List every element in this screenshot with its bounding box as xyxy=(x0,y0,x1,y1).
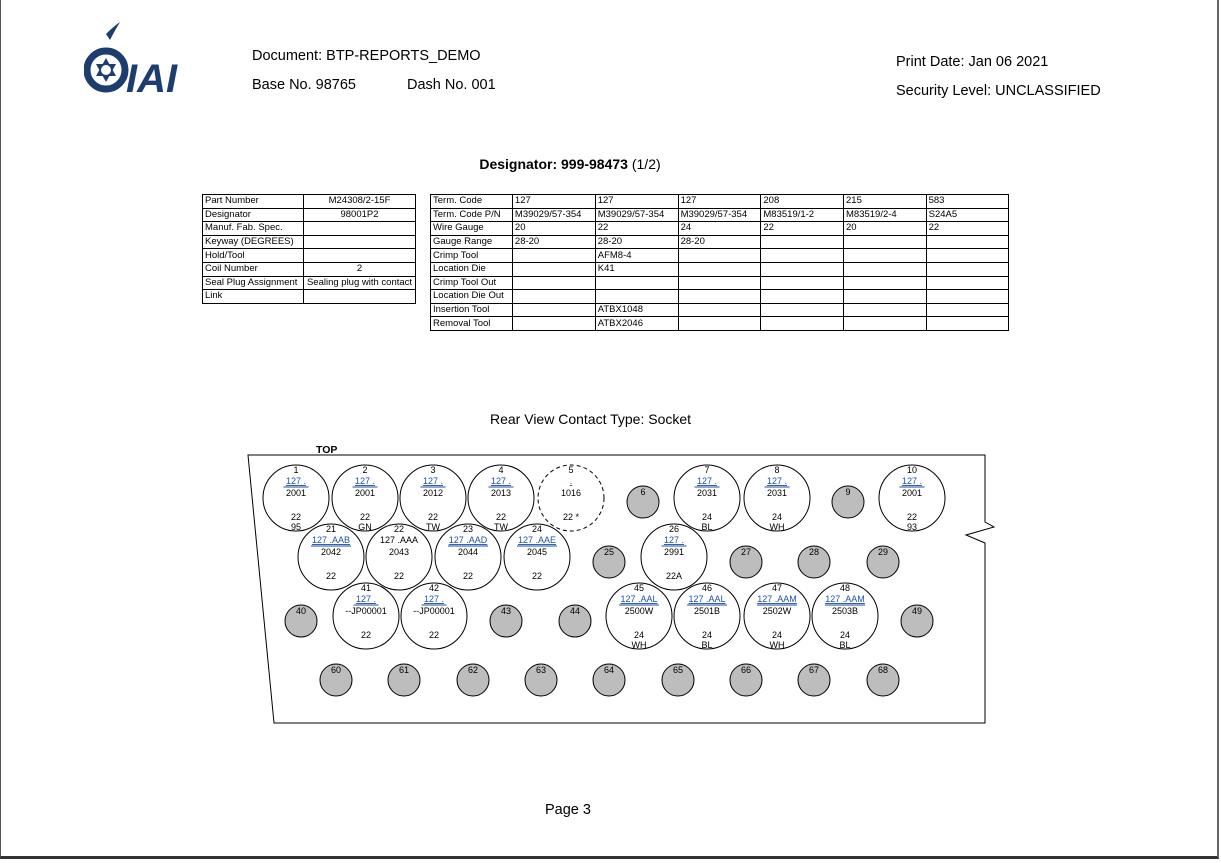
contact-wire-number: 2500W xyxy=(624,606,654,616)
designator-title-label: Designator: 999-98473 xyxy=(479,156,628,172)
contact-wire-number: 2001 xyxy=(285,488,307,498)
contact-term-code: 127 .AAL xyxy=(688,594,726,604)
contact-number: 2 xyxy=(362,465,368,475)
contact-number: 27 xyxy=(740,547,752,557)
term-table-label: Wire Gauge xyxy=(431,222,513,236)
part-table-label: Seal Plug Assignment xyxy=(203,276,304,290)
term-table-cell: 22 xyxy=(761,222,844,236)
term-table-cell: 22 xyxy=(926,222,1008,236)
dash-number: Dash No. 001 xyxy=(407,77,496,93)
part-table-label: Coil Number xyxy=(203,262,304,276)
contact-wire-gauge: 22 xyxy=(531,571,543,581)
contact-wire-number: 1016 xyxy=(560,488,582,498)
document-name: Document: BTP-REPORTS_DEMO xyxy=(252,48,481,64)
contact-number: 46 xyxy=(701,583,713,593)
contact-number: 45 xyxy=(633,583,645,593)
contact-wire-gauge: 22 xyxy=(427,512,439,522)
contact-wire-gauge: 24 xyxy=(701,512,713,522)
contact-wire-color: WH xyxy=(769,640,785,650)
contact-term-code: 127 . xyxy=(696,476,718,486)
contact-term-code: 127 .AAA xyxy=(379,535,419,545)
term-table-cell: 127 xyxy=(678,195,761,209)
term-table-cell: M39029/57-354 xyxy=(678,208,761,222)
contact-wire-color: BL xyxy=(701,522,713,532)
term-table-cell: 22 xyxy=(595,222,678,236)
contact-number: 10 xyxy=(906,465,918,475)
contact-wire-gauge: 24 xyxy=(633,630,645,640)
contact-wire-color: TW xyxy=(494,522,508,532)
part-table-label: Part Number xyxy=(203,195,304,209)
contact-number: 7 xyxy=(704,465,710,475)
part-table-value: 2 xyxy=(304,262,416,276)
contact-wire-number: 2501B xyxy=(693,606,721,616)
contact-wire-number: 2991 xyxy=(663,547,685,557)
part-table-label: Manuf. Fab. Spec. xyxy=(203,222,304,236)
contact-term-code: 127 .AAM xyxy=(757,594,797,604)
term-table-cell: M83519/2-4 xyxy=(844,208,927,222)
contact-wire-number: --JP00001 xyxy=(345,606,387,616)
contact-number: 28 xyxy=(808,547,820,557)
term-table-cell: 28-20 xyxy=(678,235,761,249)
part-table-value: 98001P2 xyxy=(304,208,416,222)
term-table-label: Location Die Out xyxy=(431,290,513,304)
term-table-cell: 20 xyxy=(512,222,595,236)
designator-title-suffix: (1/2) xyxy=(627,156,661,172)
contact-number: 6 xyxy=(640,487,646,497)
term-table-cell: 28-20 xyxy=(512,235,595,249)
contact-wire-number: 2043 xyxy=(388,547,410,557)
contact-number: 26 xyxy=(668,524,680,534)
contact-wire-number: 2045 xyxy=(526,547,548,557)
term-table-cell: ATBX2046 xyxy=(595,317,678,331)
contact-term-code: . xyxy=(569,476,573,486)
contact-wire-color: TW xyxy=(426,522,440,532)
security-level: Security Level: UNCLASSIFIED xyxy=(896,83,1101,99)
contact-wire-color: 95 xyxy=(290,522,302,532)
contact-number: 24 xyxy=(531,524,543,534)
contact-number: 68 xyxy=(877,665,889,675)
contact-wire-gauge: 22 xyxy=(906,512,918,522)
contact-number: 44 xyxy=(569,606,581,616)
contact-number: 9 xyxy=(845,487,851,497)
term-table-label: Removal Tool xyxy=(431,317,513,331)
contact-term-code: 127 . xyxy=(285,476,307,486)
print-date: Print Date: Jan 06 2021 xyxy=(896,54,1049,70)
rear-view-title: Rear View Contact Type: Socket xyxy=(490,411,692,427)
contact-term-code: 127 .AAB xyxy=(311,535,351,545)
term-table-label: Location Die xyxy=(431,262,513,276)
term-table-cell: ATBX1048 xyxy=(595,303,678,317)
term-table-cell: 127 xyxy=(595,195,678,209)
contact-wire-number: 2012 xyxy=(422,488,444,498)
contact-number: 42 xyxy=(428,583,440,593)
contact-number: 5 xyxy=(568,465,574,475)
part-table-label: Designator xyxy=(203,208,304,222)
term-table-label: Crimp Tool xyxy=(431,249,513,263)
contact-term-code: 127 .AAD xyxy=(448,535,488,545)
contact-number: 3 xyxy=(430,465,436,475)
term-table-cell: 127 xyxy=(512,195,595,209)
contact-wire-number: 2013 xyxy=(490,488,512,498)
term-table-label: Term. Code P/N xyxy=(431,208,513,222)
contact-number: 66 xyxy=(740,665,752,675)
term-table-cell: 28-20 xyxy=(595,235,678,249)
contact-wire-gauge: 22 xyxy=(428,630,440,640)
contact-number: 43 xyxy=(500,606,512,616)
contact-term-code: 127 . xyxy=(663,535,685,545)
base-number: Base No. 98765 xyxy=(252,77,356,93)
contact-term-code: 127 . xyxy=(354,476,376,486)
contact-term-code: 127 . xyxy=(766,476,788,486)
contact-number: 22 xyxy=(393,524,405,534)
contact-term-code: 127 . xyxy=(490,476,512,486)
term-table-cell: 208 xyxy=(761,195,844,209)
term-table-cell: K41 xyxy=(595,262,678,276)
term-table-label: Crimp Tool Out xyxy=(431,276,513,290)
part-table-label: Hold/Tool xyxy=(203,249,304,263)
contact-term-code: 127 .AAL xyxy=(620,594,658,604)
contact-wire-color: WH xyxy=(631,640,647,650)
contact-term-code: 127 . xyxy=(355,594,377,604)
term-table-cell: M83519/1-2 xyxy=(761,208,844,222)
part-table-label: Keyway (DEGREES) xyxy=(203,235,304,249)
contact-wire-color: GN xyxy=(358,522,372,532)
term-table-cell: 20 xyxy=(844,222,927,236)
page-number: Page 3 xyxy=(545,802,591,818)
contact-wire-gauge: 22 xyxy=(393,571,405,581)
contact-wire-number: 2031 xyxy=(696,488,718,498)
contact-wire-gauge: 22 xyxy=(360,630,372,640)
contact-wire-gauge: 24 xyxy=(701,630,713,640)
contact-wire-number: 2001 xyxy=(901,488,923,498)
contact-wire-gauge: 22 xyxy=(462,571,474,581)
contact-wire-gauge: 22 * xyxy=(562,512,580,522)
contact-number: 63 xyxy=(535,665,547,675)
contact-wire-number: --JP00001 xyxy=(413,606,455,616)
contact-wire-gauge: 24 xyxy=(771,630,783,640)
term-table-label: Gauge Range xyxy=(431,235,513,249)
term-table-cell: M39029/57-354 xyxy=(595,208,678,222)
contact-number: 67 xyxy=(808,665,820,675)
contact-wire-color: BL xyxy=(701,640,713,650)
contact-wire-color: BL xyxy=(839,640,851,650)
contact-number: 23 xyxy=(462,524,474,534)
contact-wire-number: 2031 xyxy=(766,488,788,498)
contact-number: 41 xyxy=(360,583,372,593)
contact-wire-gauge: 22 xyxy=(290,512,302,522)
contact-number: 1 xyxy=(293,465,299,475)
contact-wire-gauge: 22 xyxy=(359,512,371,522)
contact-wire-gauge: 22A xyxy=(665,571,683,581)
contact-number: 64 xyxy=(603,665,615,675)
contact-term-code: 127 .AAE xyxy=(517,535,557,545)
contact-wire-number: 2503B xyxy=(831,606,859,616)
part-table-value: Sealing plug with contact xyxy=(304,276,416,290)
contact-number: 25 xyxy=(603,547,615,557)
contact-number: 65 xyxy=(672,665,684,675)
contact-number: 40 xyxy=(295,606,307,616)
logo-text: IAI xyxy=(126,57,178,96)
contact-term-code: 127 . xyxy=(901,476,923,486)
contact-number: 21 xyxy=(325,524,337,534)
contact-number: 48 xyxy=(839,583,851,593)
contact-wire-gauge: 22 xyxy=(325,571,337,581)
contact-number: 29 xyxy=(877,547,889,557)
contact-wire-number: 2502W xyxy=(762,606,792,616)
term-table-cell: 24 xyxy=(678,222,761,236)
contact-number: 4 xyxy=(498,465,504,475)
contact-term-code: 127 .AAM xyxy=(825,594,865,604)
contact-wire-color: 93 xyxy=(906,522,918,532)
term-table-cell: AFM8-4 xyxy=(595,249,678,263)
contact-number: 47 xyxy=(771,583,783,593)
contact-wire-gauge: 24 xyxy=(839,630,851,640)
contact-term-code: 127 . xyxy=(422,476,444,486)
contact-number: 49 xyxy=(911,606,923,616)
part-table-label: Link xyxy=(203,290,304,304)
contact-wire-gauge: 24 xyxy=(771,512,783,522)
contact-wire-number: 2042 xyxy=(320,547,342,557)
contact-wire-number: 2001 xyxy=(354,488,376,498)
contact-number: 62 xyxy=(467,665,479,675)
contact-wire-number: 2044 xyxy=(457,547,479,557)
contact-number: 8 xyxy=(774,465,780,475)
contact-number: 61 xyxy=(398,665,410,675)
term-table-cell: 215 xyxy=(844,195,927,209)
term-table-cell: S24A5 xyxy=(926,208,1008,222)
term-table-cell: 583 xyxy=(926,195,1008,209)
contact-number: 60 xyxy=(330,665,342,675)
contact-wire-gauge: 22 xyxy=(495,512,507,522)
term-table-label: Insertion Tool xyxy=(431,303,513,317)
top-label: TOP xyxy=(316,444,338,456)
contact-term-code: 127 . xyxy=(423,594,445,604)
term-table-cell: M39029/57-354 xyxy=(512,208,595,222)
contact-wire-color: WH xyxy=(769,522,785,532)
term-table-label: Term. Code xyxy=(431,195,513,209)
part-table-value: M24308/2-15F xyxy=(304,195,416,209)
